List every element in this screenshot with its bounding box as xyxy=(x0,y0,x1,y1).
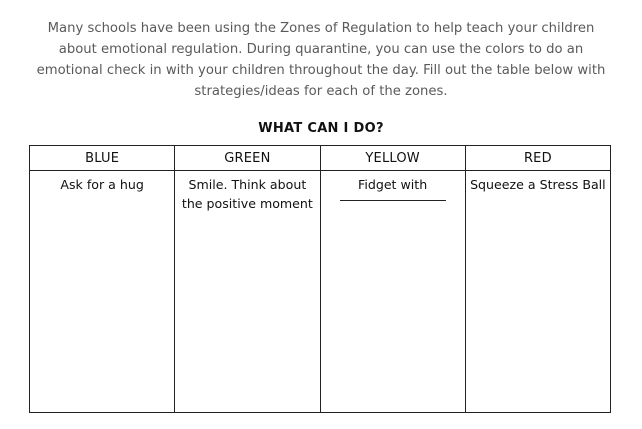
entry-blue: Ask for a hug xyxy=(60,177,144,192)
header-row xyxy=(30,146,611,171)
column-header-red: RED xyxy=(465,146,610,171)
cell-yellow xyxy=(320,171,465,413)
table-title: WHAT CAN I DO? xyxy=(258,121,384,136)
cell-red xyxy=(465,171,610,413)
cell-blue xyxy=(30,171,175,413)
table-row xyxy=(30,171,611,413)
zones-table xyxy=(29,145,611,413)
cell-green xyxy=(175,171,320,413)
column-header-blue: BLUE xyxy=(30,146,175,171)
column-header-yellow: YELLOW xyxy=(320,146,465,171)
column-header-green: GREEN xyxy=(175,146,320,171)
entry-green: Smile. Think about the positive moment xyxy=(181,177,313,211)
entry-yellow: Fidget with xyxy=(358,177,428,192)
entry-red: Squeeze a Stress Ball xyxy=(470,177,606,192)
fill-in-blank-line xyxy=(340,200,446,201)
intro-paragraph: Many schools have been using the Zones of Regulation to help teach your children about emotional regulation. During quarantine, you can use the colors to do an emotional check in with your children throughout the day. Fill out the table below with strategies/ideas for each of the zones. xyxy=(36,21,606,99)
